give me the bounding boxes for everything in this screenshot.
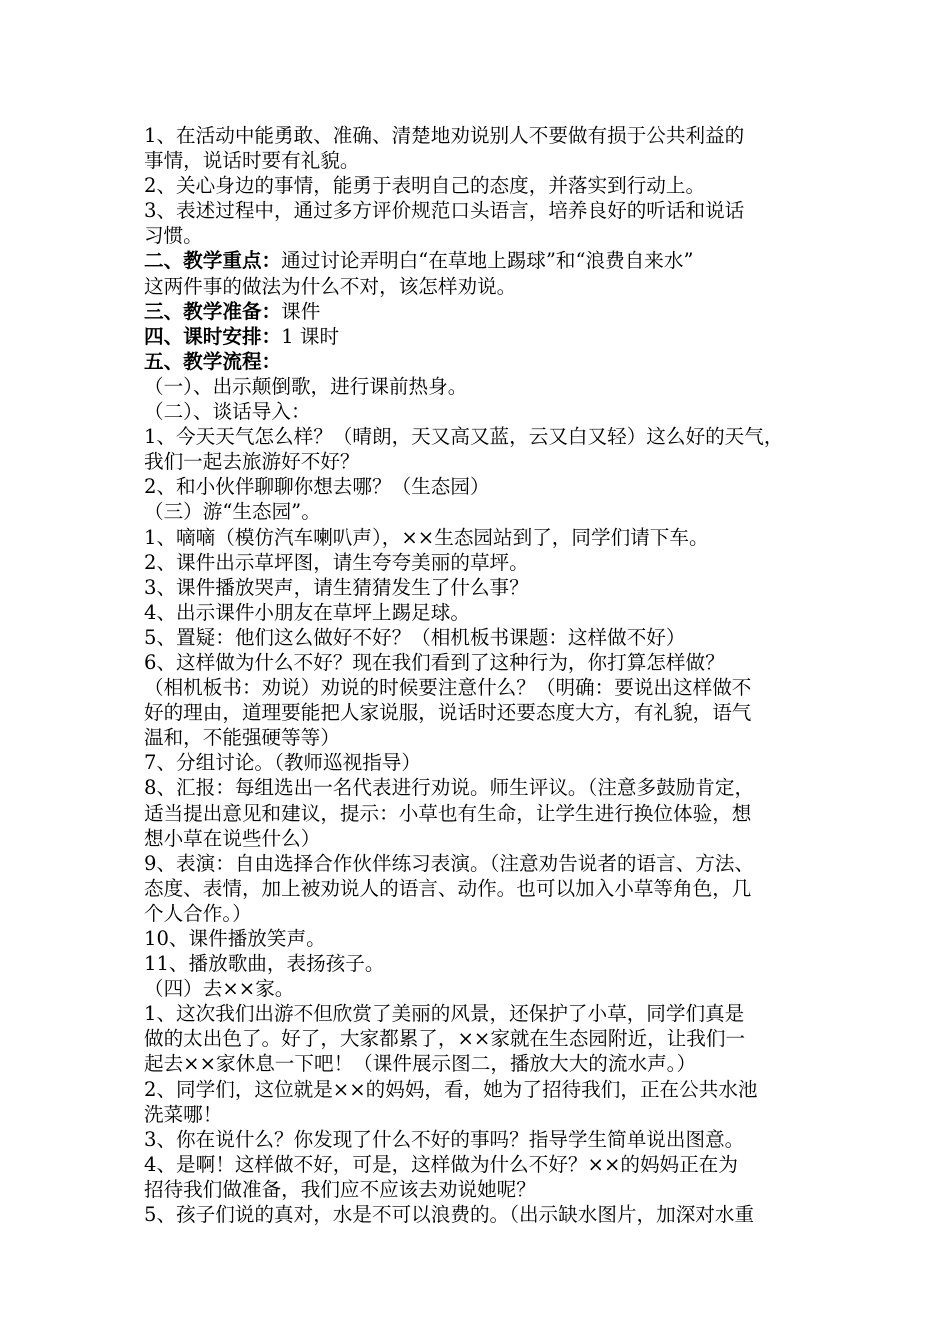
text-line: [144, 274, 824, 299]
line-text: 1、嘀嘀（模仿汽车喇叭声），××生态园站到了，同学们请下车。: [144, 525, 709, 549]
line-text: 事情，说话时要有礼貌。: [144, 149, 360, 173]
line-text: 温和，不能强硬等等）: [144, 726, 340, 750]
line-text: 课件: [281, 299, 321, 323]
text-line: [144, 625, 824, 650]
text-line: [144, 750, 824, 775]
text-line: [144, 801, 824, 826]
text-line: [144, 399, 824, 424]
text-line: [144, 499, 824, 524]
text-line: [144, 223, 824, 248]
line-text: （三）游“生态园”。: [144, 500, 321, 524]
text-line: [144, 123, 824, 148]
text-line: [144, 1127, 824, 1152]
document-body: [144, 123, 824, 1227]
line-text: 10、课件播放笑声。: [144, 927, 326, 950]
text-line: [144, 901, 824, 926]
line-text: 2、关心身边的事情，能勇于表明自己的态度，并落实到行动上。: [144, 174, 706, 198]
line-text: 4、是啊！这样做不好，可是，这样做为什么不好？××的妈妈正在为: [144, 1152, 738, 1176]
line-text: 3、你在说什么？你发现了什么不好的事吗？指导学生简单说出图意。: [144, 1127, 745, 1151]
line-text: 想小草在说些什么）: [144, 826, 321, 850]
line-text: 招待我们做准备，我们应不应该去劝说她呢？: [144, 1177, 536, 1201]
text-line: [144, 1177, 824, 1202]
text-line: [144, 600, 824, 625]
line-text: 1、这次我们出游不但欣赏了美丽的风景，还保护了小草，同学们真是: [144, 1002, 745, 1026]
text-line: [144, 876, 824, 901]
text-line: [144, 1001, 824, 1026]
text-line: [144, 374, 824, 399]
line-text: 1 课时: [281, 324, 340, 348]
text-line: [144, 1152, 824, 1177]
text-line: [144, 449, 824, 474]
text-line: [144, 1026, 824, 1051]
text-line: [144, 575, 824, 600]
line-text: 2、同学们，这位就是××的妈妈，看，她为了招待我们，正在公共水池: [144, 1077, 758, 1101]
line-text: 习惯。: [144, 224, 203, 248]
section-heading: 二、教学重点：: [144, 249, 282, 273]
text-line: [144, 1051, 824, 1076]
text-line: [144, 525, 824, 550]
text-line: [144, 198, 824, 223]
line-text: 9、表演：自由选择合作伙伴练习表演。（注意劝告说者的语言、方法、: [144, 851, 755, 875]
line-text: 5、孩子们说的真对，水是不可以浪费的。（出示缺水图片，加深对水重: [144, 1203, 755, 1227]
line-text: （二）、谈话导入：: [144, 400, 311, 424]
line-text: 好的理由，道理要能把人家说服，说话时还要态度大方，有礼貌，语气: [144, 701, 752, 725]
text-line: [144, 474, 824, 499]
text-line: [144, 976, 824, 1001]
line-text: （四）去××家。: [144, 977, 295, 1001]
text-line: [144, 424, 824, 449]
line-text: （相机板书：劝说）劝说的时候要注意什么？（明确：要说出这样做不: [144, 676, 752, 700]
section-heading: 五、教学流程：: [144, 349, 282, 373]
text-line: [144, 826, 824, 851]
line-text: 6、这样做为什么不好？现在我们看到了这种行为，你打算怎样做？: [144, 650, 725, 674]
line-text: 2、和小伙伴聊聊你想去哪？（生态园）: [144, 475, 490, 499]
text-line: [144, 951, 824, 976]
line-text: 5、置疑：他们这么做好不好？（相机板书课题：这样做不好）: [144, 625, 686, 649]
line-text: 11、播放歌曲，表扬孩子。: [144, 952, 385, 976]
text-line: [144, 851, 824, 876]
line-text: 这两件事的做法为什么不对，该怎样劝说。: [144, 274, 517, 298]
section-heading: 三、教学准备：: [144, 299, 282, 323]
text-line: [144, 700, 824, 725]
line-text: 1、今天天气怎么样？（晴朗，天又高又蓝，云又白又轻）这么好的天气，: [144, 425, 784, 449]
text-line: [144, 550, 824, 575]
text-line: [144, 650, 824, 675]
line-text: 洗菜哪！: [144, 1102, 223, 1126]
section-heading-line: [144, 324, 824, 349]
text-line: [144, 1202, 824, 1227]
line-text: 通过讨论弄明白“在草地上踢球”和“浪费自来水”: [281, 249, 694, 273]
text-line: [144, 1102, 824, 1127]
line-text: 做的太出色了。好了，大家都累了，××家就在生态园附近，让我们一: [144, 1027, 746, 1051]
text-line: [144, 675, 824, 700]
text-line: [144, 775, 824, 800]
section-heading-line: [144, 349, 824, 374]
line-text: 7、分组讨论。（教师巡视指导）: [144, 751, 421, 775]
section-heading-line: [144, 248, 824, 273]
section-heading: 四、课时安排：: [144, 324, 282, 348]
text-line: [144, 926, 824, 951]
text-line: [144, 1077, 824, 1102]
line-text: 3、课件播放哭声，请生猜猜发生了什么事？: [144, 575, 529, 599]
line-text: （一）、出示颠倒歌，进行课前热身。: [144, 374, 468, 398]
text-line: [144, 725, 824, 750]
line-text: 3、表述过程中，通过多方评价规范口头语言，培养良好的听话和说话: [144, 199, 745, 223]
text-line: [144, 148, 824, 173]
text-line: [144, 173, 824, 198]
line-text: 态度、表情，加上被劝说人的语言、动作。也可以加入小草等角色，几: [144, 876, 752, 900]
line-text: 1、在活动中能勇敢、准确、清楚地劝说别人不要做有损于公共利益的: [144, 124, 745, 147]
line-text: 起去××家休息一下吧！（课件展示图二，播放大大的流水声。）: [144, 1052, 697, 1076]
line-text: 2、课件出示草坪图，请生夸夸美丽的草坪。: [144, 550, 529, 574]
line-text: 4、出示课件小朋友在草坪上踢足球。: [144, 600, 470, 624]
section-heading-line: [144, 299, 824, 324]
line-text: 个人合作。）: [144, 901, 252, 925]
line-text: 我们一起去旅游好不好？: [144, 450, 360, 474]
line-text: 适当提出意见和建议，提示：小草也有生命，让学生进行换位体验，想: [144, 801, 752, 825]
line-text: 8、汇报：每组选出一名代表进行劝说。师生评议。（注意多鼓励肯定，: [144, 776, 755, 800]
